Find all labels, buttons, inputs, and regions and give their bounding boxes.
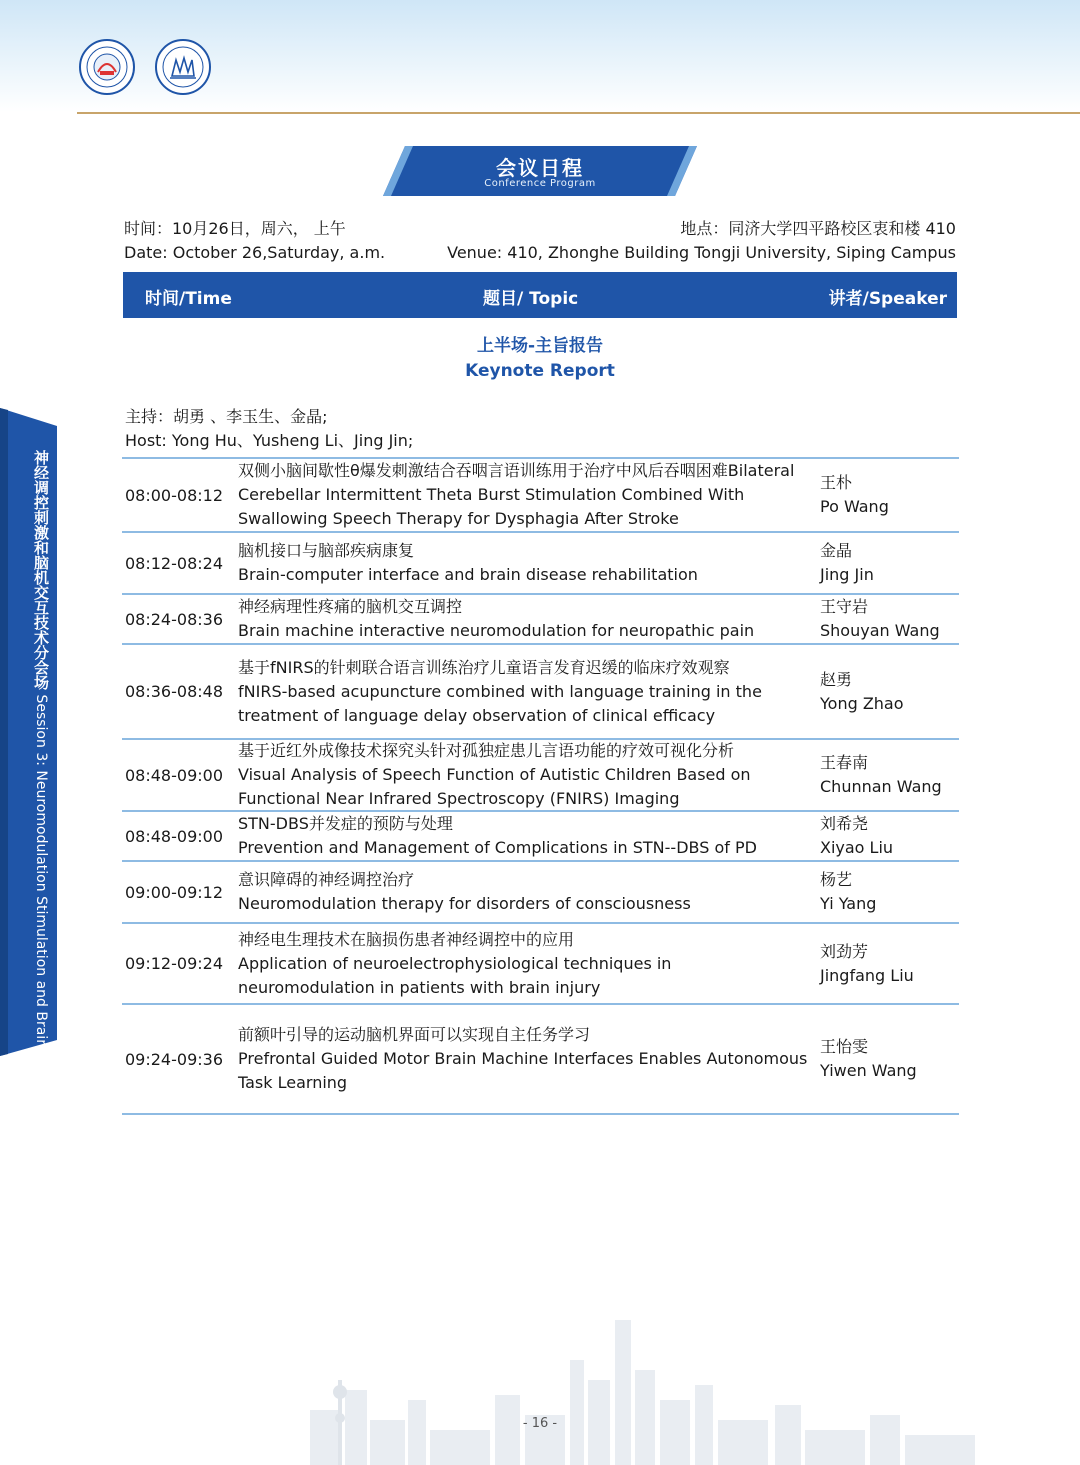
row-topic [238, 656, 820, 728]
topic-line: 基于fNIRS的针刺联合语言训练治疗儿童语言发育迟缓的临床疗效观察 [238, 657, 730, 677]
topic-line: 双侧小脑间歇性θ爆发刺激结合吞咽言语训练用于治疗中风后吞咽困难Bilateral [238, 461, 795, 480]
topic-line: Visual Analysis of Speech Function of Autistic Children Based on [238, 765, 751, 784]
topic-line: Brain machine interactive neuromodulation for neuropathic pain [238, 621, 755, 640]
table-row [122, 643, 959, 738]
speaker-en: Yiwen Wang [820, 1061, 917, 1080]
section-heading-cn: 上半场-主旨报告 [476, 336, 604, 356]
row-time: 09:24-09:36 [125, 1049, 223, 1069]
table-row [122, 738, 959, 810]
speaker-en: Jing Jin [820, 565, 874, 584]
section-heading [123, 334, 957, 384]
row-topic [238, 739, 820, 811]
venue-en: Venue: 410, Zhonghe Building Tongji University, Siping Campus [447, 243, 956, 262]
table-row [122, 457, 959, 531]
topic-line: Functional Near Infrared Spectroscopy (FNIRS) Imaging [238, 789, 680, 808]
speaker-cn: 赵勇 [820, 669, 853, 689]
host-cn: 主持：胡勇 、李玉生、金晶; [125, 407, 328, 426]
topic-line: 意识障碍的神经调控治疗 [238, 870, 415, 889]
venue-cn: 地点：同济大学四平路校区衷和楼 410 [680, 219, 956, 238]
row-time: 08:12-08:24 [125, 553, 223, 573]
topic-line: 前额叶引导的运动脑机界面可以实现自主任务学习 [238, 1025, 591, 1044]
topic-line: STN-DBS并发症的预防与处理 [238, 814, 453, 833]
topic-line: 基于近红外成像技术探究头针对孤独症患儿言语功能的疗效可视化分析 [238, 741, 735, 760]
speaker-cn: 刘希尧 [820, 814, 869, 833]
schedule-table [122, 457, 959, 1115]
row-speaker [820, 940, 959, 988]
page-title: 会议日程 [496, 156, 584, 180]
topic-line: Prevention and Management of Complications in STN--DBS of PD [238, 838, 757, 857]
speaker-en: Po Wang [820, 497, 889, 516]
header-time: 时间/Time [145, 289, 232, 309]
row-speaker [820, 595, 959, 643]
speaker-en: Chunnan Wang [820, 777, 942, 796]
table-row [122, 810, 959, 860]
date-en: Date: October 26,Saturday, a.m. [124, 243, 386, 262]
row-topic [238, 1023, 820, 1095]
topic-line: neuromodulation in patients with brain injury [238, 977, 601, 997]
venue-info [447, 217, 956, 265]
conference-seal-icon [78, 38, 136, 96]
row-time: 09:12-09:24 [125, 954, 223, 973]
table-row [122, 860, 959, 922]
row-time: 08:00-08:12 [125, 485, 223, 505]
tongji-university-seal-icon [154, 38, 212, 96]
row-speaker [820, 539, 959, 587]
topic-line: treatment of language delay observation of clinical efficacy [238, 705, 716, 725]
row-time: 08:48-09:00 [125, 826, 223, 846]
table-row [122, 593, 959, 643]
row-time: 09:00-09:12 [125, 882, 223, 902]
topic-line: Swallowing Speech Therapy for Dysphagia After Stroke [238, 509, 679, 528]
speaker-en: Yong Zhao [820, 693, 904, 713]
row-topic [238, 928, 820, 1000]
row-speaker [820, 471, 959, 519]
topic-line: Neuromodulation therapy for disorders of consciousness [238, 894, 691, 913]
speaker-cn: 王春南 [820, 753, 869, 772]
speaker-en: Jingfang Liu [820, 965, 914, 985]
topic-line: 脑机接口与脑部疾病康复 [238, 541, 415, 560]
row-topic [238, 812, 820, 860]
speaker-cn: 刘劲芳 [820, 941, 869, 961]
date-info [124, 217, 385, 265]
row-time: 08:48-09:00 [125, 765, 223, 785]
header-speaker: 讲者/Speaker [828, 289, 947, 309]
host-info [125, 405, 413, 453]
topic-line: Task Learning [238, 1073, 348, 1092]
row-topic [238, 595, 820, 643]
row-speaker [820, 1035, 959, 1083]
speaker-en: Shouyan Wang [820, 621, 940, 640]
row-topic [238, 459, 820, 531]
speaker-en: Xiyao Liu [820, 838, 894, 857]
topic-line: Application of neuroelectrophysiological techniques in [238, 953, 672, 973]
time-cn: 时间：10月26日，周六， 上午 [124, 219, 346, 238]
table-header [123, 272, 957, 318]
row-speaker [820, 868, 959, 916]
speaker-cn: 王怡雯 [820, 1037, 869, 1056]
title-banner [383, 146, 697, 196]
topic-line: 神经病理性疼痛的脑机交互调控 [238, 597, 463, 616]
row-topic [238, 539, 820, 587]
row-speaker [820, 812, 959, 860]
header-divider [77, 112, 1080, 114]
speaker-cn: 杨艺 [820, 870, 853, 889]
header-topic: 题目/ Topic [483, 289, 579, 309]
topic-line: Prefrontal Guided Motor Brain Machine Interfaces Enables Autonomous [238, 1049, 808, 1068]
topic-line: Brain-computer interface and brain disease rehabilitation [238, 565, 698, 584]
topic-line: fNIRS-based acupuncture combined with language training in the [238, 681, 762, 701]
table-row [122, 922, 959, 1003]
table-row [122, 531, 959, 593]
session-label-cn: 神经调控刺激和脑机交互技术分会场 [32, 450, 50, 690]
row-topic [238, 868, 820, 916]
topic-line: 神经电生理技术在脑损伤患者神经调控中的应用 [238, 929, 575, 949]
speaker-en: Yi Yang [820, 894, 877, 913]
speaker-cn: 王朴 [820, 473, 853, 492]
row-speaker [820, 751, 959, 799]
host-en: Host: Yong Hu、Yusheng Li、Jing Jin; [125, 431, 414, 450]
session-label [10, 450, 50, 1286]
session-label-en: Session 3: Neuromodulation Stimulation and Brain-Computer Interaction Technology [33, 694, 49, 1286]
page-number: - 16 - [522, 1416, 558, 1431]
row-time: 08:36-08:48 [125, 682, 223, 701]
speaker-cn: 王守岩 [820, 597, 869, 616]
section-heading-en: Keynote Report [465, 361, 615, 381]
speaker-cn: 金晶 [820, 541, 853, 560]
page-subtitle: Conference Program [484, 178, 596, 189]
table-row [122, 1003, 959, 1115]
row-speaker [820, 668, 959, 716]
topic-line: Cerebellar Intermittent Theta Burst Stimulation Combined With [238, 485, 745, 504]
city-skyline-illustration [230, 1300, 1080, 1465]
row-time: 08:24-08:36 [125, 609, 223, 629]
